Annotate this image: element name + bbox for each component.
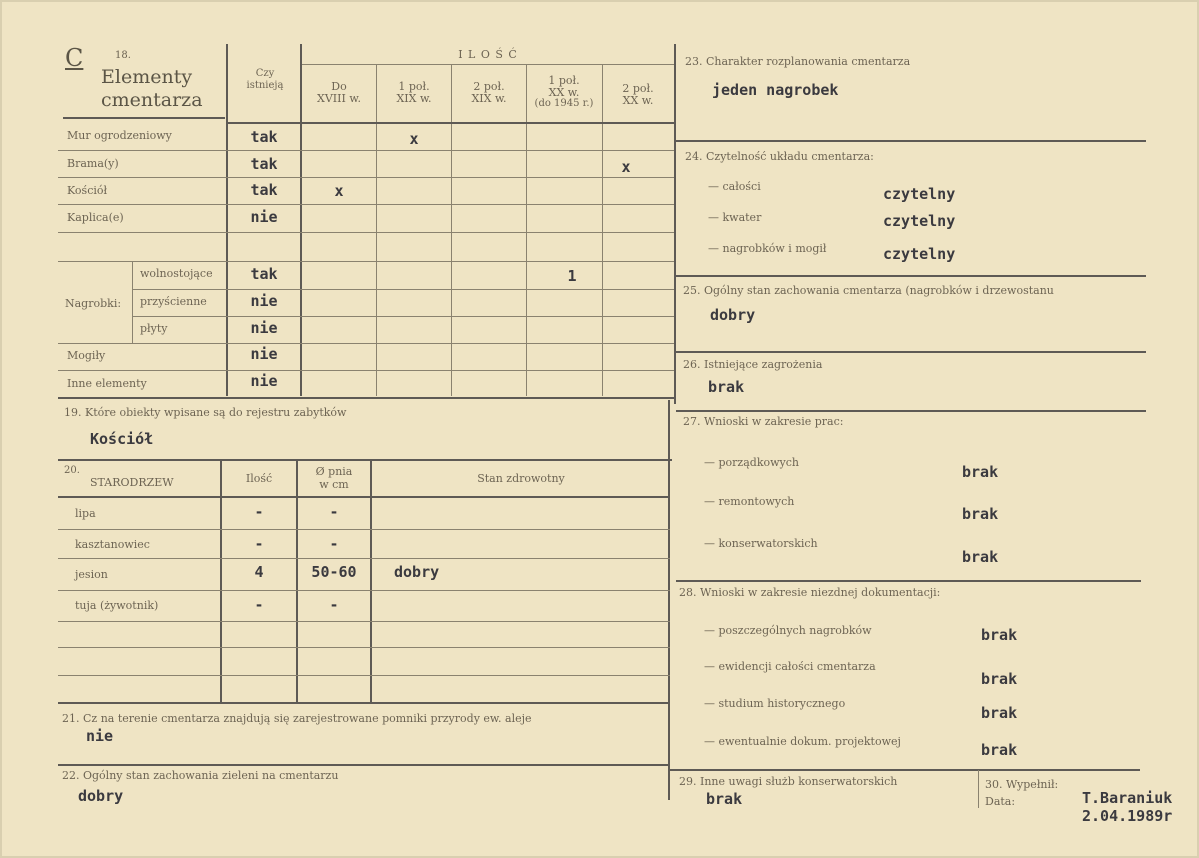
record-card — [2, 2, 1197, 856]
tree-diam-3: 50-60 — [311, 563, 357, 581]
tree-name-4: tuja (żywotnik) — [75, 599, 159, 612]
section-25-value: dobry — [710, 306, 756, 324]
nagrobki-plyty-exists: nie — [250, 319, 278, 337]
period-1-l1: Do — [331, 80, 347, 93]
filled-by-name: T.Baraniuk — [1082, 789, 1173, 807]
tree-count-3: 4 — [254, 563, 264, 581]
section-27-item-3-value: brak — [962, 548, 999, 566]
filled-date: 2.04.1989r — [1082, 807, 1173, 825]
rule-h — [670, 769, 1140, 771]
section-28-item-4-value: brak — [981, 741, 1018, 759]
section-25-label: 25. Ogólny stan zachowania cmentarza (nagrobków i drzewostanu — [683, 284, 1054, 297]
ilosc-underline — [302, 64, 674, 65]
rule-h — [676, 351, 1146, 353]
section-27-label: 27. Wnioski w zakresie prac: — [683, 415, 844, 428]
row-label-mogily: Mogiły — [67, 349, 106, 362]
section-29-value: brak — [706, 790, 743, 808]
rule-h — [676, 140, 1146, 142]
header-underline-left — [63, 117, 225, 119]
section-28-item-4-label: — ewentualnie dokum. projektowej — [704, 735, 901, 748]
rule-h — [58, 459, 672, 461]
nagrobki-wolnostojace-exists: tak — [250, 265, 278, 283]
section-24-label: 24. Czytelność układu cmentarza: — [685, 150, 874, 163]
rule-h — [58, 558, 670, 559]
row-label-brama: Brama(y) — [67, 157, 119, 170]
period-3-l2: XIX w. — [471, 92, 507, 105]
section-19-label: 19. Które obiekty wpisane są do rejestru zabytków — [64, 406, 347, 419]
section-22-value: dobry — [78, 787, 124, 805]
section-18-title-2: cmentarza — [101, 89, 203, 111]
period-2-l1: 1 poł. — [398, 80, 430, 93]
row-mark-kosciol-p1: x — [334, 182, 344, 200]
nagrobki-label: Nagrobki: — [65, 297, 122, 310]
section-28-item-3-value: brak — [981, 704, 1018, 722]
rule-h — [58, 343, 674, 344]
section-26-value: brak — [708, 378, 745, 396]
period-4-l2: XX w. — [548, 86, 580, 99]
section-23-label: 23. Charakter rozplanowania cmentarza — [685, 55, 911, 68]
rule-h — [132, 316, 674, 317]
section-21-value: nie — [86, 727, 114, 745]
row-exists-brama: tak — [250, 155, 278, 173]
section-28-item-1-label: — poszczególnych nagrobków — [704, 624, 872, 637]
row-exists-inne: nie — [250, 372, 278, 390]
period-1-l2: XVIII w. — [317, 92, 361, 105]
rule-h — [676, 580, 1141, 582]
rule-h — [132, 289, 674, 290]
section-30-label: 30. Wypełnił: — [985, 778, 1059, 791]
section-22-label: 22. Ogólny stan zachowania zieleni na cmentarzu — [62, 769, 339, 782]
section-24-item-2-label: — kwater — [708, 211, 762, 224]
rule-h — [58, 675, 670, 676]
rule-h — [58, 204, 674, 205]
tree-count-1: - — [254, 503, 264, 521]
section-23-value: jeden nagrobek — [712, 81, 839, 99]
section-27-item-2-value: brak — [962, 505, 999, 523]
col-pnia-2: w cm — [319, 478, 349, 491]
col-ilosc: Ilość — [245, 472, 273, 485]
section-28-item-1-value: brak — [981, 626, 1018, 644]
rule-v — [451, 64, 452, 396]
section-27-item-1-label: — porządkowych — [704, 456, 799, 469]
tree-name-2: kasztanowiec — [75, 538, 150, 551]
rule-h — [58, 647, 670, 648]
section-30-date-label: Data: — [985, 795, 1016, 808]
rule-h — [58, 702, 670, 704]
rule-h — [58, 150, 674, 151]
period-4-l1: 1 poł. — [548, 74, 580, 87]
row-mark-mur-p2: x — [409, 130, 419, 148]
tree-health-3: dobry — [394, 563, 440, 581]
rule-v — [132, 262, 133, 344]
rule-h — [226, 122, 676, 124]
section-24-item-3-label: — nagrobków i mogił — [708, 242, 827, 255]
rule-h — [58, 590, 670, 591]
row-exists-mogily: nie — [250, 345, 278, 363]
section-24-item-1-label: — całości — [708, 180, 761, 193]
section-20-number: 20. — [64, 465, 80, 476]
col-exists-line2: istnieją — [246, 80, 284, 91]
rule-v — [978, 770, 979, 808]
tree-diam-1: - — [329, 503, 339, 521]
row-label-kaplica: Kaplica(e) — [67, 211, 124, 224]
section-27-item-1-value: brak — [962, 463, 999, 481]
nagrobki-wolnostojace-p4: 1 — [567, 267, 577, 285]
rule-h — [58, 397, 676, 399]
section-27-item-3-label: — konserwatorskich — [704, 537, 818, 550]
section-28-item-3-label: — studium historycznego — [704, 697, 846, 710]
period-5-l1: 2 poł. — [622, 82, 654, 95]
section-28-item-2-value: brak — [981, 670, 1018, 688]
col-exists-line1: Czy — [255, 68, 275, 79]
nagrobki-wolnostojace: wolnostojące — [140, 267, 213, 280]
period-3-l1: 2 poł. — [473, 80, 505, 93]
nagrobki-przyscienne-exists: nie — [250, 292, 278, 310]
section-18-title-1: Elementy — [101, 66, 193, 88]
period-5-l2: XX w. — [622, 94, 654, 107]
period-4-l3: (do 1945 r.) — [534, 98, 594, 109]
row-exists-kaplica: nie — [250, 208, 278, 226]
rule-h — [58, 177, 674, 178]
row-mark-brama-p5: x — [621, 158, 631, 176]
rule-h — [58, 764, 668, 766]
ilosc-header: I L O Ś Ć — [458, 48, 518, 61]
rule-v — [526, 64, 527, 396]
section-26-label: 26. Istniejące zagrożenia — [683, 358, 823, 371]
rule-v — [674, 44, 676, 404]
rule-h — [58, 261, 674, 262]
row-label-kosciol: Kościół — [67, 184, 108, 197]
section-28-label: 28. Wnioski w zakresie niezdnej dokumentacji: — [679, 586, 941, 599]
col-stan: Stan zdrowotny — [477, 472, 565, 485]
rule-v — [602, 64, 603, 396]
row-exists-kosciol: tak — [250, 181, 278, 199]
section-24-item-2-value: czytelny — [883, 212, 956, 230]
rule-v — [376, 64, 377, 396]
row-label-mur: Mur ogrodzeniowy — [67, 129, 172, 142]
tree-diam-2: - — [329, 535, 339, 553]
section-18-number: 18. — [115, 50, 131, 61]
tree-name-3: jesion — [75, 568, 108, 581]
col-starodrzew: STARODRZEW — [90, 476, 174, 489]
rule-h — [58, 370, 674, 371]
section-24-item-1-value: czytelny — [883, 185, 956, 203]
nagrobki-przyscienne: przyścienne — [140, 295, 207, 308]
rule-h — [58, 232, 674, 233]
period-2-l2: XIX w. — [396, 92, 432, 105]
rule-v — [668, 400, 670, 800]
row-label-inne: Inne elementy — [67, 377, 147, 390]
rule-h — [58, 621, 670, 622]
nagrobki-plyty: płyty — [140, 322, 168, 335]
rule-h — [58, 496, 670, 498]
tree-name-1: lipa — [75, 507, 96, 520]
section-letter: C — [65, 44, 84, 72]
section-24-item-3-value: czytelny — [883, 245, 956, 263]
section-19-value: Kościół — [90, 430, 154, 448]
section-21-label: 21. Cz na terenie cmentarza znajdują się zarejestrowane pomniki przyrody ew. aleje — [62, 712, 532, 725]
row-exists-mur: tak — [250, 128, 278, 146]
section-27-item-2-label: — remontowych — [704, 495, 795, 508]
col-pnia-1: Ø pnia — [315, 465, 353, 478]
rule-h — [58, 529, 670, 530]
tree-count-2: - — [254, 535, 264, 553]
tree-count-4: - — [254, 596, 264, 614]
section-28-item-2-label: — ewidencji całości cmentarza — [704, 660, 876, 673]
section-29-label: 29. Inne uwagi służb konserwatorskich — [679, 775, 898, 788]
tree-diam-4: - — [329, 596, 339, 614]
rule-h — [676, 410, 1146, 412]
rule-h — [676, 275, 1146, 277]
